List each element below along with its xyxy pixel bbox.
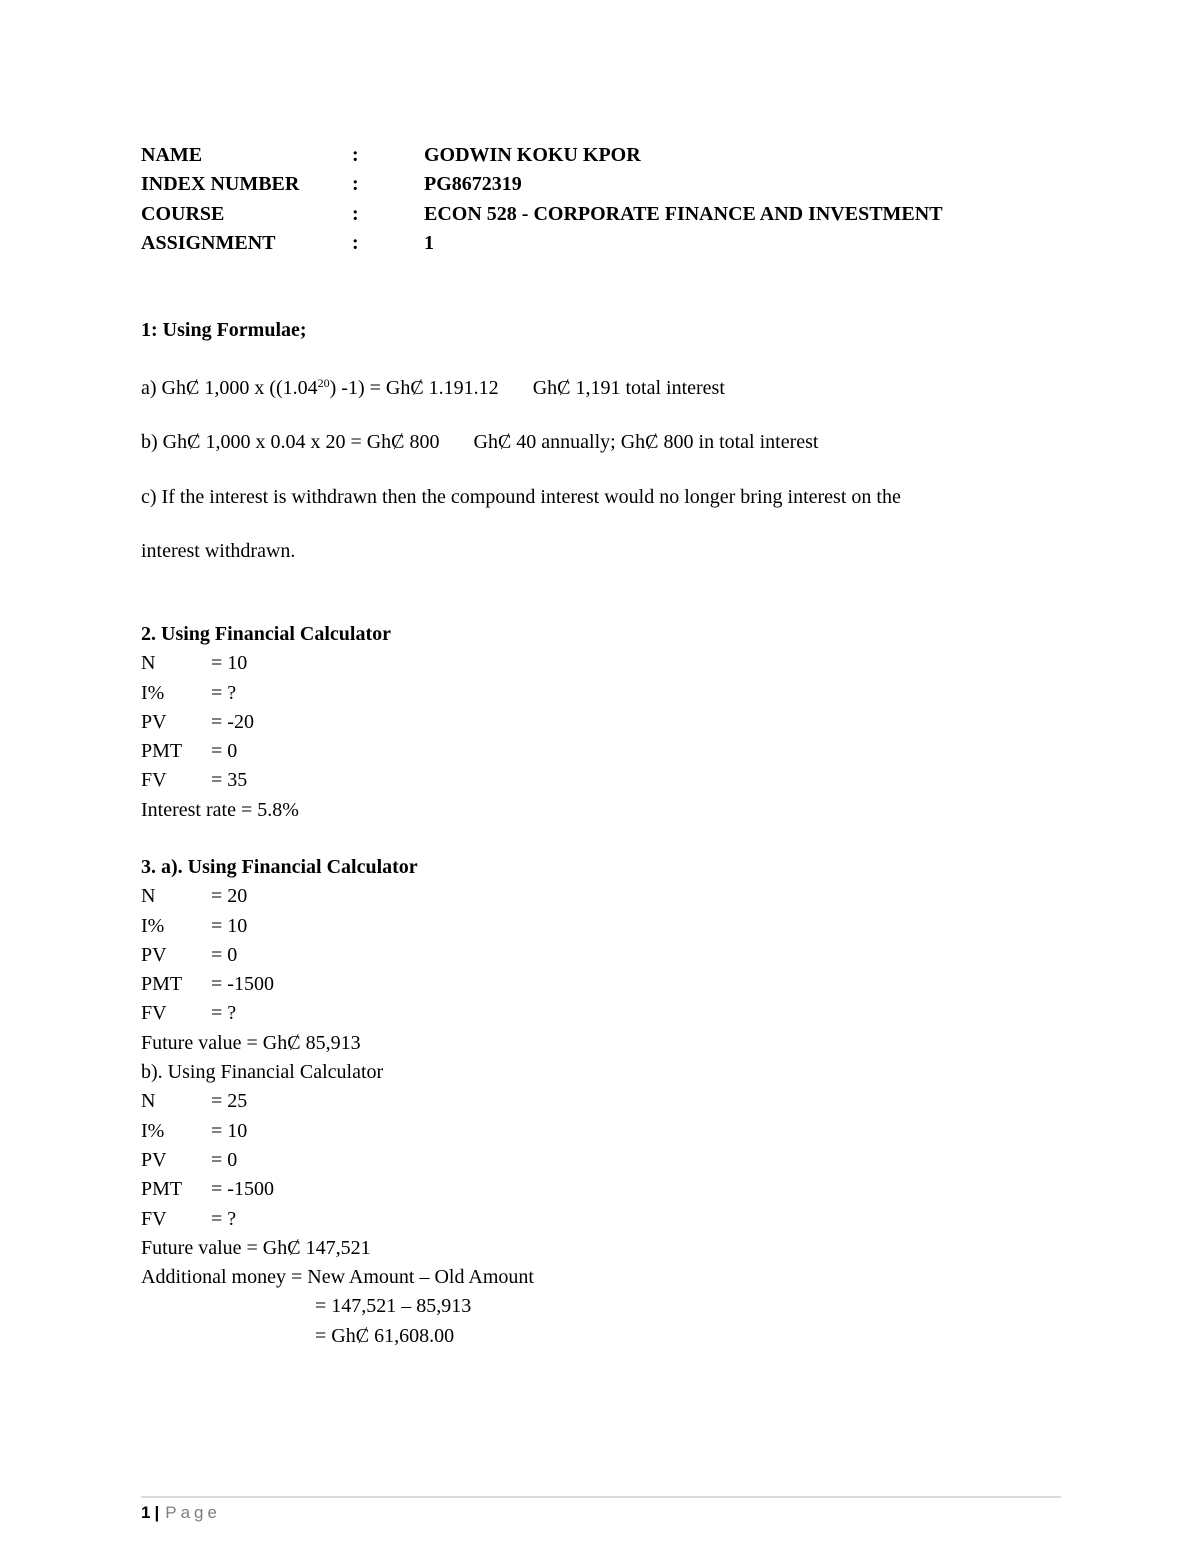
- assignment-label: ASSIGNMENT: [141, 231, 276, 254]
- index-value: PG8672319: [424, 173, 522, 196]
- q2-row-i: [141, 679, 391, 708]
- name-label: NAME: [141, 144, 203, 166]
- assignment-colon: :: [352, 231, 359, 254]
- calc-line-2: [141, 1322, 534, 1351]
- q3-block: [141, 853, 534, 1351]
- q3a-row-pmt: [141, 970, 534, 999]
- q2-value: = -20: [211, 710, 254, 733]
- q1-a-exponent: 20: [317, 376, 330, 390]
- q3a-key: I%: [141, 914, 165, 937]
- q3a-row-fv: [141, 999, 534, 1028]
- q3a-row-n: [141, 882, 534, 911]
- q2-value: = 10: [211, 652, 248, 675]
- q3b-key: PV: [141, 1148, 167, 1171]
- q3b-value: = ?: [211, 1207, 237, 1230]
- q3a-key: N: [141, 885, 156, 908]
- course-value: ECON 528 - CORPORATE FINANCE AND INVESTMENT: [424, 202, 943, 225]
- q2-key: I%: [141, 681, 165, 704]
- q3a-key: PV: [141, 943, 167, 966]
- q3a-value: = 10: [211, 914, 248, 937]
- calc-line-1: [141, 1292, 534, 1321]
- q2-result: Interest rate = 5.8%: [141, 798, 299, 821]
- q3b-key: PMT: [141, 1178, 183, 1201]
- q2-key: PMT: [141, 740, 183, 763]
- q3b-result: Future value = GhȻ 147,521: [141, 1236, 371, 1259]
- q3b-row-pmt: [141, 1175, 534, 1204]
- page-number: 1: [141, 1503, 151, 1522]
- assignment-value: 1: [424, 231, 434, 254]
- q2-row-fv: [141, 766, 391, 795]
- additional-money-line: Additional money = New Amount – Old Amount: [141, 1266, 534, 1289]
- q2-row-pmt: [141, 737, 391, 766]
- page-word: Page: [165, 1503, 221, 1522]
- q3b-key: N: [141, 1090, 156, 1113]
- index-label: INDEX NUMBER: [141, 173, 300, 196]
- q2-value: = ?: [211, 681, 237, 704]
- q1-a-formula-end: ) -1) = GhȻ 1.191.12: [329, 377, 499, 399]
- calc-step-2: = GhȻ 61,608.00: [315, 1324, 455, 1347]
- q1-a-note: GhȻ 1,191 total interest: [532, 377, 725, 399]
- q3b-row-i: [141, 1117, 534, 1146]
- q1-part-c-line2: interest withdrawn.: [141, 540, 296, 562]
- index-colon: :: [352, 173, 359, 196]
- q1-b-formula: b) GhȻ 1,000 x 0.04 x 20 = GhȻ 800: [141, 431, 440, 453]
- q2-value: = 0: [211, 740, 238, 763]
- name-colon: :: [352, 144, 359, 166]
- q3b-row-n: [141, 1087, 534, 1116]
- q2-heading: 2. Using Financial Calculator: [141, 623, 392, 645]
- q3b-value: = 10: [211, 1119, 248, 1142]
- course-colon: :: [352, 202, 359, 225]
- q2-value: = 35: [211, 769, 248, 792]
- course-label: COURSE: [141, 202, 225, 225]
- footer-divider: [141, 1496, 1061, 1498]
- q1-a-formula-start: a) GhȻ 1,000 x ((1.04: [141, 377, 318, 399]
- q1-part-a: [141, 374, 725, 403]
- q2-key: PV: [141, 710, 167, 733]
- q3b-value: = 25: [211, 1090, 248, 1113]
- q1-heading: 1: Using Formulae;: [141, 319, 307, 341]
- q2-row-pv: [141, 708, 391, 737]
- q3b-heading: b). Using Financial Calculator: [141, 1061, 384, 1084]
- q1-b-note: GhȻ 40 annually; GhȻ 800 in total interest: [473, 431, 819, 453]
- q2-key: N: [141, 652, 156, 675]
- q3a-value: = 0: [211, 943, 238, 966]
- calc-step-1: = 147,521 – 85,913: [315, 1295, 472, 1318]
- q3a-result: Future value = GhȻ 85,913: [141, 1031, 361, 1054]
- q2-row-n: [141, 649, 391, 678]
- q3a-value: = ?: [211, 1002, 237, 1025]
- q2-key: FV: [141, 769, 167, 792]
- q3a-value: = 20: [211, 885, 248, 908]
- q3b-row-pv: [141, 1146, 534, 1175]
- q3b-row-fv: [141, 1205, 534, 1234]
- q3b-value: = -1500: [211, 1178, 274, 1201]
- name-value: GODWIN KOKU KPOR: [424, 144, 641, 166]
- q3a-key: PMT: [141, 973, 183, 996]
- q3a-value: = -1500: [211, 973, 274, 996]
- q3a-key: FV: [141, 1002, 167, 1025]
- footer-separator: |: [154, 1503, 160, 1522]
- q2-block: [141, 620, 391, 825]
- q1-part-c-line1: c) If the interest is withdrawn then the compound interest would no longer bring interest on the: [141, 486, 901, 508]
- q1-part-b: [141, 428, 818, 457]
- page-footer: [141, 1503, 221, 1523]
- q3a-row-pv: [141, 941, 534, 970]
- q3b-key: FV: [141, 1207, 167, 1230]
- q3-heading: 3. a). Using Financial Calculator: [141, 856, 418, 878]
- q3b-key: I%: [141, 1119, 165, 1142]
- q3a-row-i: [141, 912, 534, 941]
- q3b-value: = 0: [211, 1148, 238, 1171]
